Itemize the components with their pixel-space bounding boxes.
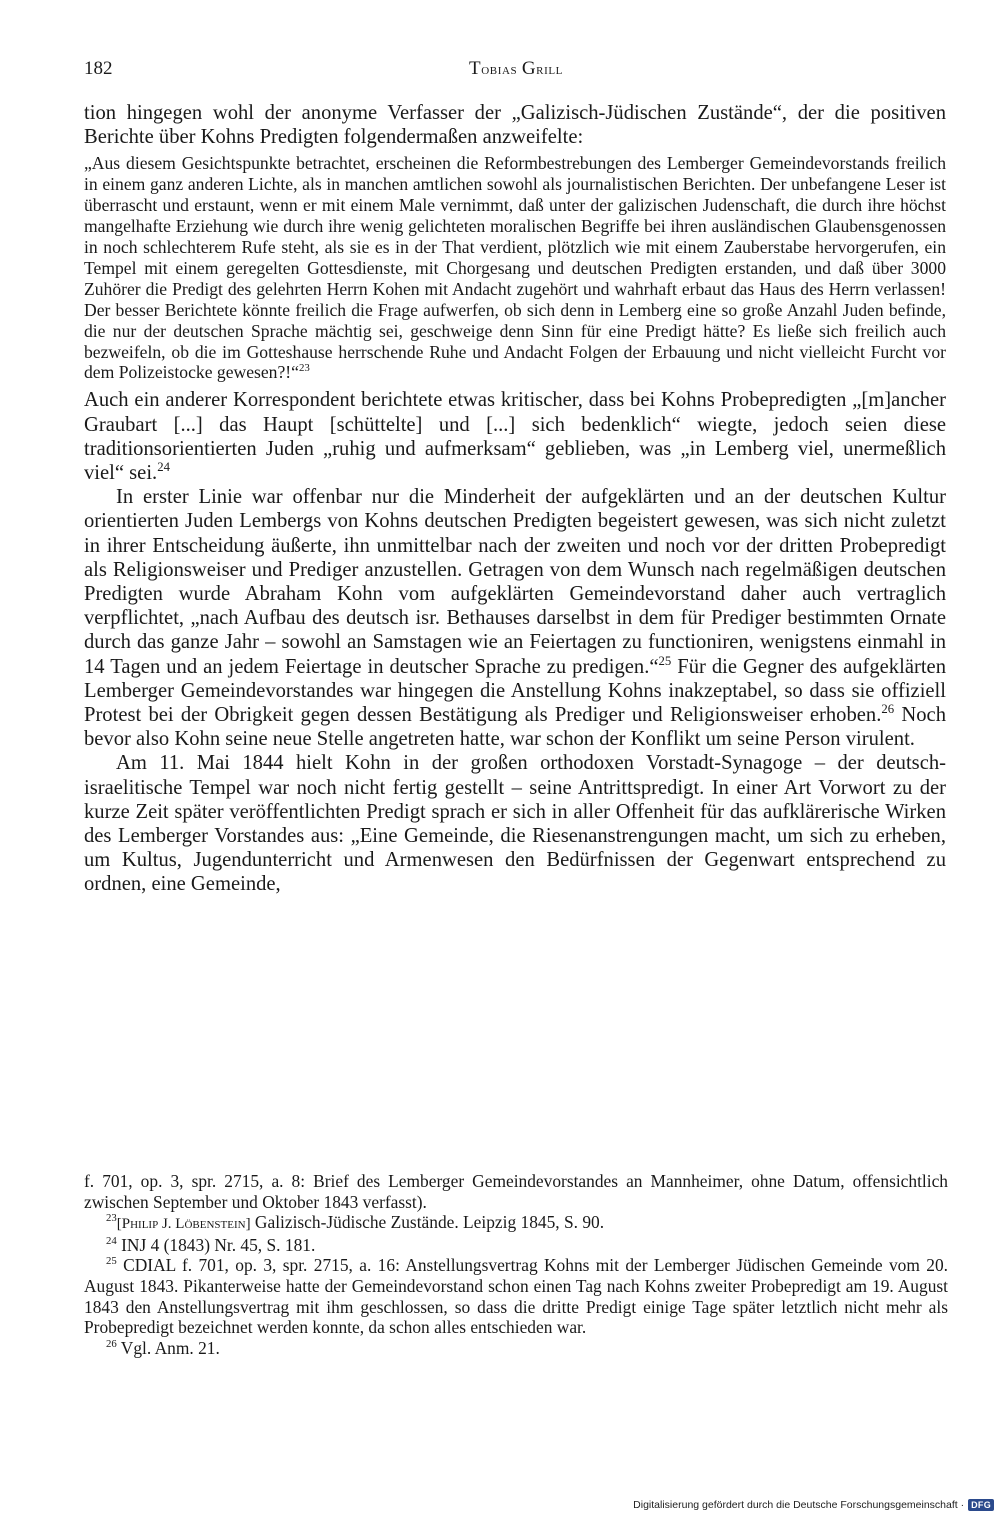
paragraph-1: tion hingegen wohl der anonyme Verfasser der „Galizisch-Jüdischen Zustände“, der die positiven Berichte über Kohns Predigten folgendermaßen anzweifelte:: [84, 102, 946, 149]
paragraph-3-text-c: Noch bevor also Kohn seine neue Stelle angetreten hatte, war schon der Konflikt um seine Person virulent.: [84, 704, 946, 751]
page-header: [84, 58, 948, 88]
footnote-ref-26: 26: [881, 702, 895, 717]
footnote-23: [84, 1212, 948, 1235]
footnote-ref-24: 24: [157, 460, 170, 475]
footnote-ref-23: 23: [298, 362, 310, 375]
running-head-initial-2: G: [521, 58, 537, 79]
footnote-26: [84, 1338, 948, 1359]
block-quote-text: „Aus diesem Gesichtspunkte betrachtet, erscheinen die Reformbestrebungen des Lemberger Gemeindevorstands freilich in einem ganz anderen Lichte, als in manchen amtlichen sowohl als journalistischen Berichten. Der unbefangene Leser ist überrascht und erstaunt, wenn er mit einem Male vernimmt, daß unter der galizischen Judenschaft, die durch ihre höchst mangelhafte Erziehung wie durch ihre wenig gelichteten moralischen Begriffe bei ihren ausländischen Glaubensgenossen in noch schlechterem Rufe steht, als sie es in der That verdient, plötzlich wie mit einem Zauberstabe hervorgerufen, ein Tempel mit einem geregelten Gottesdienste, mit Chorgesang und deutschen Predigten erstanden, und daß über 3000 Zuhörer die Predigt des gelehrten Herrn Kohen mit Andacht zugehört und wahrhaft erbaut das Haus des Herrn verlassen! Der besser Berichtete könnte freilich die Frage aufwerfen, ob sich denn in Lemberg eine so große Anzahl Juden befinde, die nur der deutschen Sprache mächtig sei, geschweige denn Sinn für eine Predigt hätte? Es ließe sich freilich auch bezweifeln, ob die im Gotteshause herrschende Ruhe und Andacht Folgen der Erbauung und nicht vielleicht Furcht vor dem Polizeistocke gewesen?!“: [84, 153, 946, 383]
paragraph-2-text: Auch ein anderer Korrespondent berichtete etwas kritischer, dass bei Kohns Probepredigten „[m]ancher Graubart [...] das Haupt [schüttelte] und [...] sich bedenklich“ wiegte, jedoch seien diese traditionsorientierten Juden „ruhig und aufmerksam“ geblieben, was „in Lemberg viel, unermeßlich viel“ sei.: [84, 389, 946, 484]
footnote-23-text: Galizisch-Jüdische Zustände. Leipzig 1845, S. 90.: [250, 1212, 605, 1233]
running-head: [84, 58, 948, 80]
footnote-number-24: 24: [106, 1234, 117, 1247]
footnote-25: [84, 1255, 948, 1337]
footnote-number-23: 23: [106, 1212, 117, 1225]
footnote-25-text: CDIAL f. 701, op. 3, spr. 2715, a. 16: Anstellungsvertrag Kohns mit der Lemberger Jüdischen Gemeinde vom 20. August 1843. Pikanterweise hatte der Gemeindevorstand schon einen Tag nach Kohns zweiter Probepredigt am 19. August 1843 den Anstellungsvertrag mit ihm geschlossen, so dass die dritte Predigt einige Tage später letztlich nicht mehr als Probepredigt bezeichnet werden konnte, da schon alles entschieden war.: [84, 1255, 948, 1338]
footnote-continuation: f. 701, op. 3, spr. 2715, a. 8: Brief des Lemberger Gemeindevorstandes an Mannheimer, ohne Datum, offensichtlich zwischen September und Oktober 1843 verfasst).: [84, 1171, 948, 1212]
footnote-number-25: 25: [106, 1255, 117, 1268]
running-head-part-1: obias: [481, 61, 522, 78]
paragraph-3-text-a: In erster Linie war offenbar nur die Minderheit der aufgeklärten und an der deutschen Kultur orientierten Juden Lembergs von Kohns deutschen Predigten begeistert gewesen, was sich nicht zuletzt in ihrer Entscheidung äußerte, ihn unmittelbar nach der zweiten und noch vor der dritten Probepredigt als Religionsweiser und Prediger anzustellen. Getragen von dem Wunsch nach regelmäßigen deutschen Predigten wurde Abraham Kohn vom aufgeklärten Gemeindevorstand daher auch vertraglich verpflichtet, „nach Aufbau des deutsch isr. Bethauses darselbst in dem für Prediger bestimmten Ornate durch das ganze Jahr – sowohl an Samstagen wie an Feiertagen zu functioniren, wenigstens einmahl in 14 Tagen und an jedem Feiertage in deutscher Sprache zu predigen.“: [84, 486, 946, 678]
footnotes: [84, 1171, 948, 1358]
paragraph-4: Am 11. Mai 1844 hielt Kohn in der großen orthodoxen Vorstadt-Synagoge – der deutsch-israelitische Tempel war noch nicht fertig gestellt – seine Antrittspredigt. In einer Art Vorwort zu der kurze Zeit später veröffentlichten Predigt sprach er sich in aller Offenheit für das aufklärerische Wirken des Lemberger Vorstandes aus: „Eine Gemeinde, die Riesenanstrengungen macht, um sich zu erheben, um Kultus, Jugendunterricht und Armenwesen den Bedürfnissen der Gegenwart entsprechend zu ordnen, eine Gemeinde,: [84, 752, 946, 896]
running-head-initial-1: T: [469, 58, 482, 79]
digitization-credit: [608, 1497, 994, 1513]
footnote-number-26: 26: [106, 1337, 117, 1350]
credit-text: Digitalisierung gefördert durch die Deutsche Forschungsgemeinschaft ·: [633, 1499, 965, 1511]
footnote-ref-25: 25: [658, 653, 672, 668]
footnote-26-text: Vgl. Anm. 21.: [116, 1337, 220, 1358]
page-number: 182: [84, 58, 113, 79]
block-quote: [84, 153, 946, 383]
paragraph-3-text-b: Für die Gegner des aufgeklärten Lemberger Gemeindevorstandes war hingegen die Anstellung Kohns inakzeptabel, so dass sie offiziell Protest bei der Obrigkeit gegen dessen Bestätigung als Prediger und Religionsweiser erhoben.: [84, 655, 946, 727]
paragraph-2: [84, 388, 946, 485]
footnote-24: [84, 1235, 948, 1256]
paragraph-3: [84, 485, 946, 751]
footnote-24-text: INJ 4 (1843) Nr. 45, S. 181.: [116, 1234, 316, 1255]
running-head-part-2: rill: [536, 61, 563, 78]
main-text: [84, 101, 946, 897]
dfg-logo-icon: DFG: [968, 1499, 994, 1511]
footnote-23-author: [Philip J. Löbenstein]: [116, 1216, 251, 1233]
